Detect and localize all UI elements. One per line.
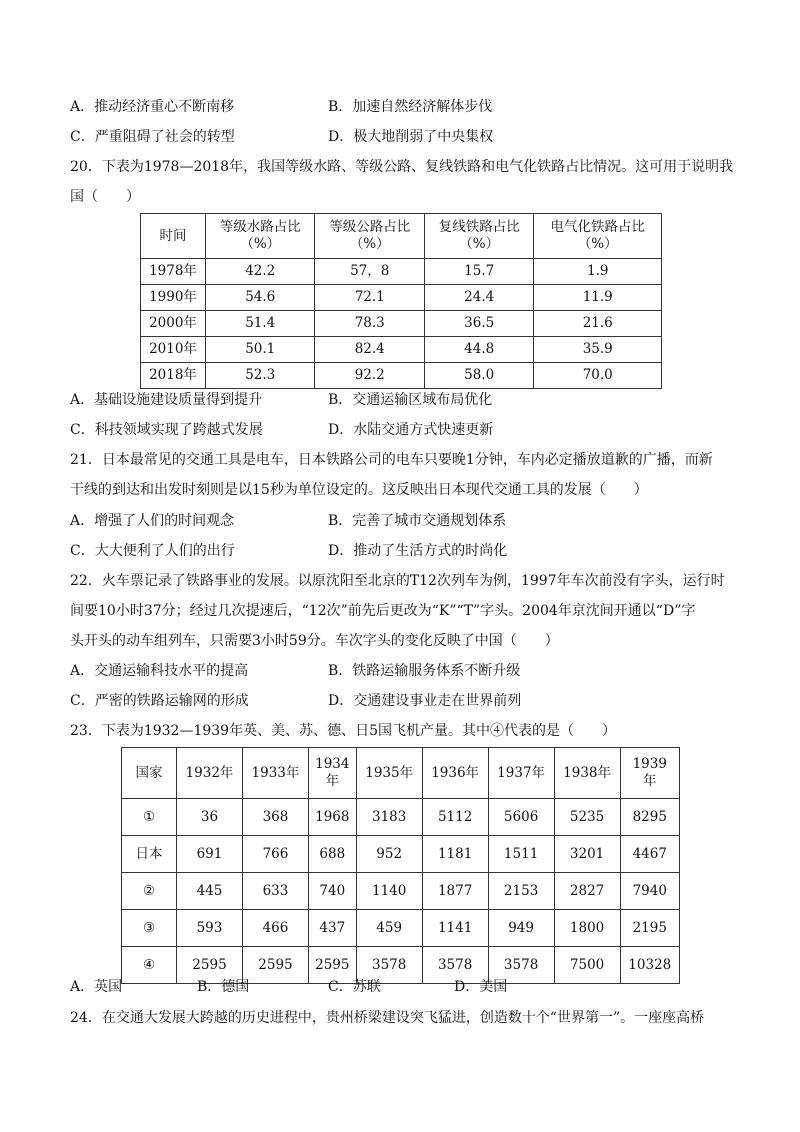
table-header-cell: 国家 (122, 748, 177, 799)
q23-options-row (70, 977, 730, 997)
table-cell: 52.3 (206, 363, 315, 389)
table-cell: 2827 (554, 873, 620, 910)
table-cell: 72.1 (315, 285, 424, 311)
table-cell: 70.0 (534, 363, 662, 389)
table-cell: 11.9 (534, 285, 662, 311)
q21-stem-line2: 干线的到达和出发时刻则是以15秒为单位设定的。这反映出日本现代交通工具的发展（ ） (70, 482, 648, 498)
table-cell: 952 (356, 836, 422, 873)
table-header-cell: 1938年 (554, 748, 620, 799)
q23-option-b[interactable]: B．德国 (197, 979, 250, 995)
q19-option-d[interactable]: D．极大地削弱了中央集权 (328, 129, 494, 145)
table-cell: 459 (356, 910, 422, 947)
table-cell: 445 (177, 873, 243, 910)
table-cell: 1181 (422, 836, 488, 873)
q19-option-c[interactable]: C．严重阻碍了社会的转型 (70, 129, 235, 145)
table-cell: 766 (242, 836, 308, 873)
table-cell: 78.3 (315, 311, 424, 337)
table-cell: 1141 (422, 910, 488, 947)
table-cell: 44.8 (424, 337, 533, 363)
q20-option-a[interactable]: A．基础设施建设质量得到提升 (70, 392, 263, 408)
table-cell: 1968 (308, 799, 356, 836)
table-cell: 58.0 (424, 363, 533, 389)
table-cell: 466 (242, 910, 308, 947)
table-cell: 36 (177, 799, 243, 836)
table-cell: 1877 (422, 873, 488, 910)
q20-table (140, 213, 662, 389)
table-header-cell: 时间 (141, 214, 206, 259)
q20-stem-line2: 国（ ） (70, 189, 140, 205)
q22-options-row2 (70, 691, 730, 711)
table-cell: 51.4 (206, 311, 315, 337)
table-cell: 82.4 (315, 337, 424, 363)
q23-option-a[interactable]: A．英国 (70, 979, 123, 995)
table-cell: 54.6 (206, 285, 315, 311)
table-cell: 57，8 (315, 259, 424, 285)
table-header-cell: 1933年 (242, 748, 308, 799)
table-cell: ④ (122, 947, 177, 984)
table-cell: 1140 (356, 873, 422, 910)
q22-stem-line3: 头开头的动车组列车，只需要3小时59分。车次字头的变化反映了中国（ ） (70, 633, 559, 649)
table-row (141, 363, 662, 389)
table-cell: 42.2 (206, 259, 315, 285)
table-cell: 1990年 (141, 285, 206, 311)
q20-options-row1 (70, 390, 730, 410)
table-cell: 5235 (554, 799, 620, 836)
q19-options-row1 (70, 97, 730, 117)
table-cell: 10328 (620, 947, 679, 984)
table-row (122, 836, 680, 873)
table-header-row (122, 748, 680, 799)
q20-stem-line1: 20．下表为1978—2018年，我国等级水路、等级公路、复线铁路和电气化铁路占比情况。这可用于说明我 (70, 159, 734, 175)
q21-stem-line1: 21．日本最常见的交通工具是电车，日本铁路公司的电车只要晚1分钟，车内必定播放道歉的广播，而新 (70, 452, 713, 468)
table-row (141, 285, 662, 311)
q21-option-c[interactable]: C．大大便利了人们的出行 (70, 543, 235, 559)
table-header-cell: 1937年 (488, 748, 554, 799)
q22-option-b[interactable]: B．铁路运输服务体系不断升级 (328, 663, 521, 679)
table-cell: 368 (242, 799, 308, 836)
q21-options-row1 (70, 511, 730, 531)
table-cell: 3578 (488, 947, 554, 984)
q24-stem-line1: 24．在交通大发展大跨越的历史进程中，贵州桥梁建设突飞猛进，创造数十个“世界第一”。一座座高桥 (70, 1010, 705, 1026)
table-cell: 949 (488, 910, 554, 947)
table-header-row (141, 214, 662, 259)
q22-options-row1 (70, 661, 730, 681)
table-cell: 2595 (308, 947, 356, 984)
table-cell: 5112 (422, 799, 488, 836)
table-cell: 92.2 (315, 363, 424, 389)
table-row (141, 337, 662, 363)
table-header-cell: 1932年 (177, 748, 243, 799)
q23-option-c[interactable]: C．苏联 (328, 979, 381, 995)
table-cell: 437 (308, 910, 356, 947)
table-cell: 4467 (620, 836, 679, 873)
table-cell: 24.4 (424, 285, 533, 311)
q23-option-d[interactable]: D．美国 (454, 979, 508, 995)
q19-option-a[interactable]: A．推动经济重心不断南移 (70, 99, 235, 115)
table-cell: 50.1 (206, 337, 315, 363)
q19-option-b[interactable]: B．加速自然经济解体步伐 (328, 99, 493, 115)
q19-options-row2 (70, 127, 730, 147)
q22-stem-line1: 22．火车票记录了铁路事业的发展。以原沈阳至北京的T12次列车为例，1997年车次前没有字头，运行时 (70, 573, 725, 589)
table-header-cell: 等级水路占比 （%） (206, 214, 315, 259)
table-cell: 3183 (356, 799, 422, 836)
table-cell: 8295 (620, 799, 679, 836)
table-cell: 2595 (177, 947, 243, 984)
table-cell: ① (122, 799, 177, 836)
table-cell: 691 (177, 836, 243, 873)
table-header-cell: 复线铁路占比 （%） (424, 214, 533, 259)
q22-option-a[interactable]: A．交通运输科技水平的提高 (70, 663, 249, 679)
table-cell: 15.7 (424, 259, 533, 285)
table-header-cell: 电气化铁路占比 （%） (534, 214, 662, 259)
table-cell: 2010年 (141, 337, 206, 363)
table-cell: 日本 (122, 836, 177, 873)
table-cell: 36.5 (424, 311, 533, 337)
table-cell: 2595 (242, 947, 308, 984)
table-cell: 740 (308, 873, 356, 910)
table-cell: 2195 (620, 910, 679, 947)
q22-stem-line2: 间要10小时37分；经过几次提速后，“12次”前先后更改为“K”“T”字头。2004年京沈间开通以“D”字 (70, 603, 696, 619)
table-cell: 7940 (620, 873, 679, 910)
table-cell: 2018年 (141, 363, 206, 389)
table-cell: 593 (177, 910, 243, 947)
table-row (141, 311, 662, 337)
q20-option-c[interactable]: C．科技领域实现了跨越式发展 (70, 422, 263, 438)
table-header-cell: 1935年 (356, 748, 422, 799)
table-row (122, 799, 680, 836)
table-header-cell: 1939 年 (620, 748, 679, 799)
q22-option-c[interactable]: C．严密的铁路运输网的形成 (70, 693, 249, 709)
table-cell: 1800 (554, 910, 620, 947)
q20-options-row2 (70, 420, 730, 440)
q20-option-d[interactable]: D．水陆交通方式快速更新 (328, 422, 494, 438)
table-cell: 1511 (488, 836, 554, 873)
table-cell: 633 (242, 873, 308, 910)
q23-stem: 23．下表为1932—1939年英、美、苏、德、日5国飞机产量。其中④代表的是（ ） (70, 723, 616, 739)
table-cell: 3578 (356, 947, 422, 984)
q20-option-b[interactable]: B．交通运输区域布局优化 (328, 392, 493, 408)
table-cell: 1.9 (534, 259, 662, 285)
table-cell: 1978年 (141, 259, 206, 285)
table-cell: 3201 (554, 836, 620, 873)
table-row (122, 873, 680, 910)
q21-option-d[interactable]: D．推动了生活方式的时尚化 (328, 543, 508, 559)
q21-options-row2 (70, 541, 730, 561)
q22-option-d[interactable]: D．交通建设事业走在世界前列 (328, 693, 522, 709)
q21-option-b[interactable]: B．完善了城市交通规划体系 (328, 513, 507, 529)
table-cell: 35.9 (534, 337, 662, 363)
table-cell: ③ (122, 910, 177, 947)
table-cell: ② (122, 873, 177, 910)
table-header-cell: 1936年 (422, 748, 488, 799)
table-cell: 2153 (488, 873, 554, 910)
table-cell: 5606 (488, 799, 554, 836)
table-cell: 21.6 (534, 311, 662, 337)
table-row (141, 259, 662, 285)
q23-table (121, 747, 680, 984)
table-row (122, 910, 680, 947)
q21-option-a[interactable]: A．增强了人们的时间观念 (70, 513, 235, 529)
table-cell: 7500 (554, 947, 620, 984)
table-header-cell: 等级公路占比 （%） (315, 214, 424, 259)
table-cell: 688 (308, 836, 356, 873)
table-cell: 2000年 (141, 311, 206, 337)
table-cell: 3578 (422, 947, 488, 984)
table-header-cell: 1934 年 (308, 748, 356, 799)
